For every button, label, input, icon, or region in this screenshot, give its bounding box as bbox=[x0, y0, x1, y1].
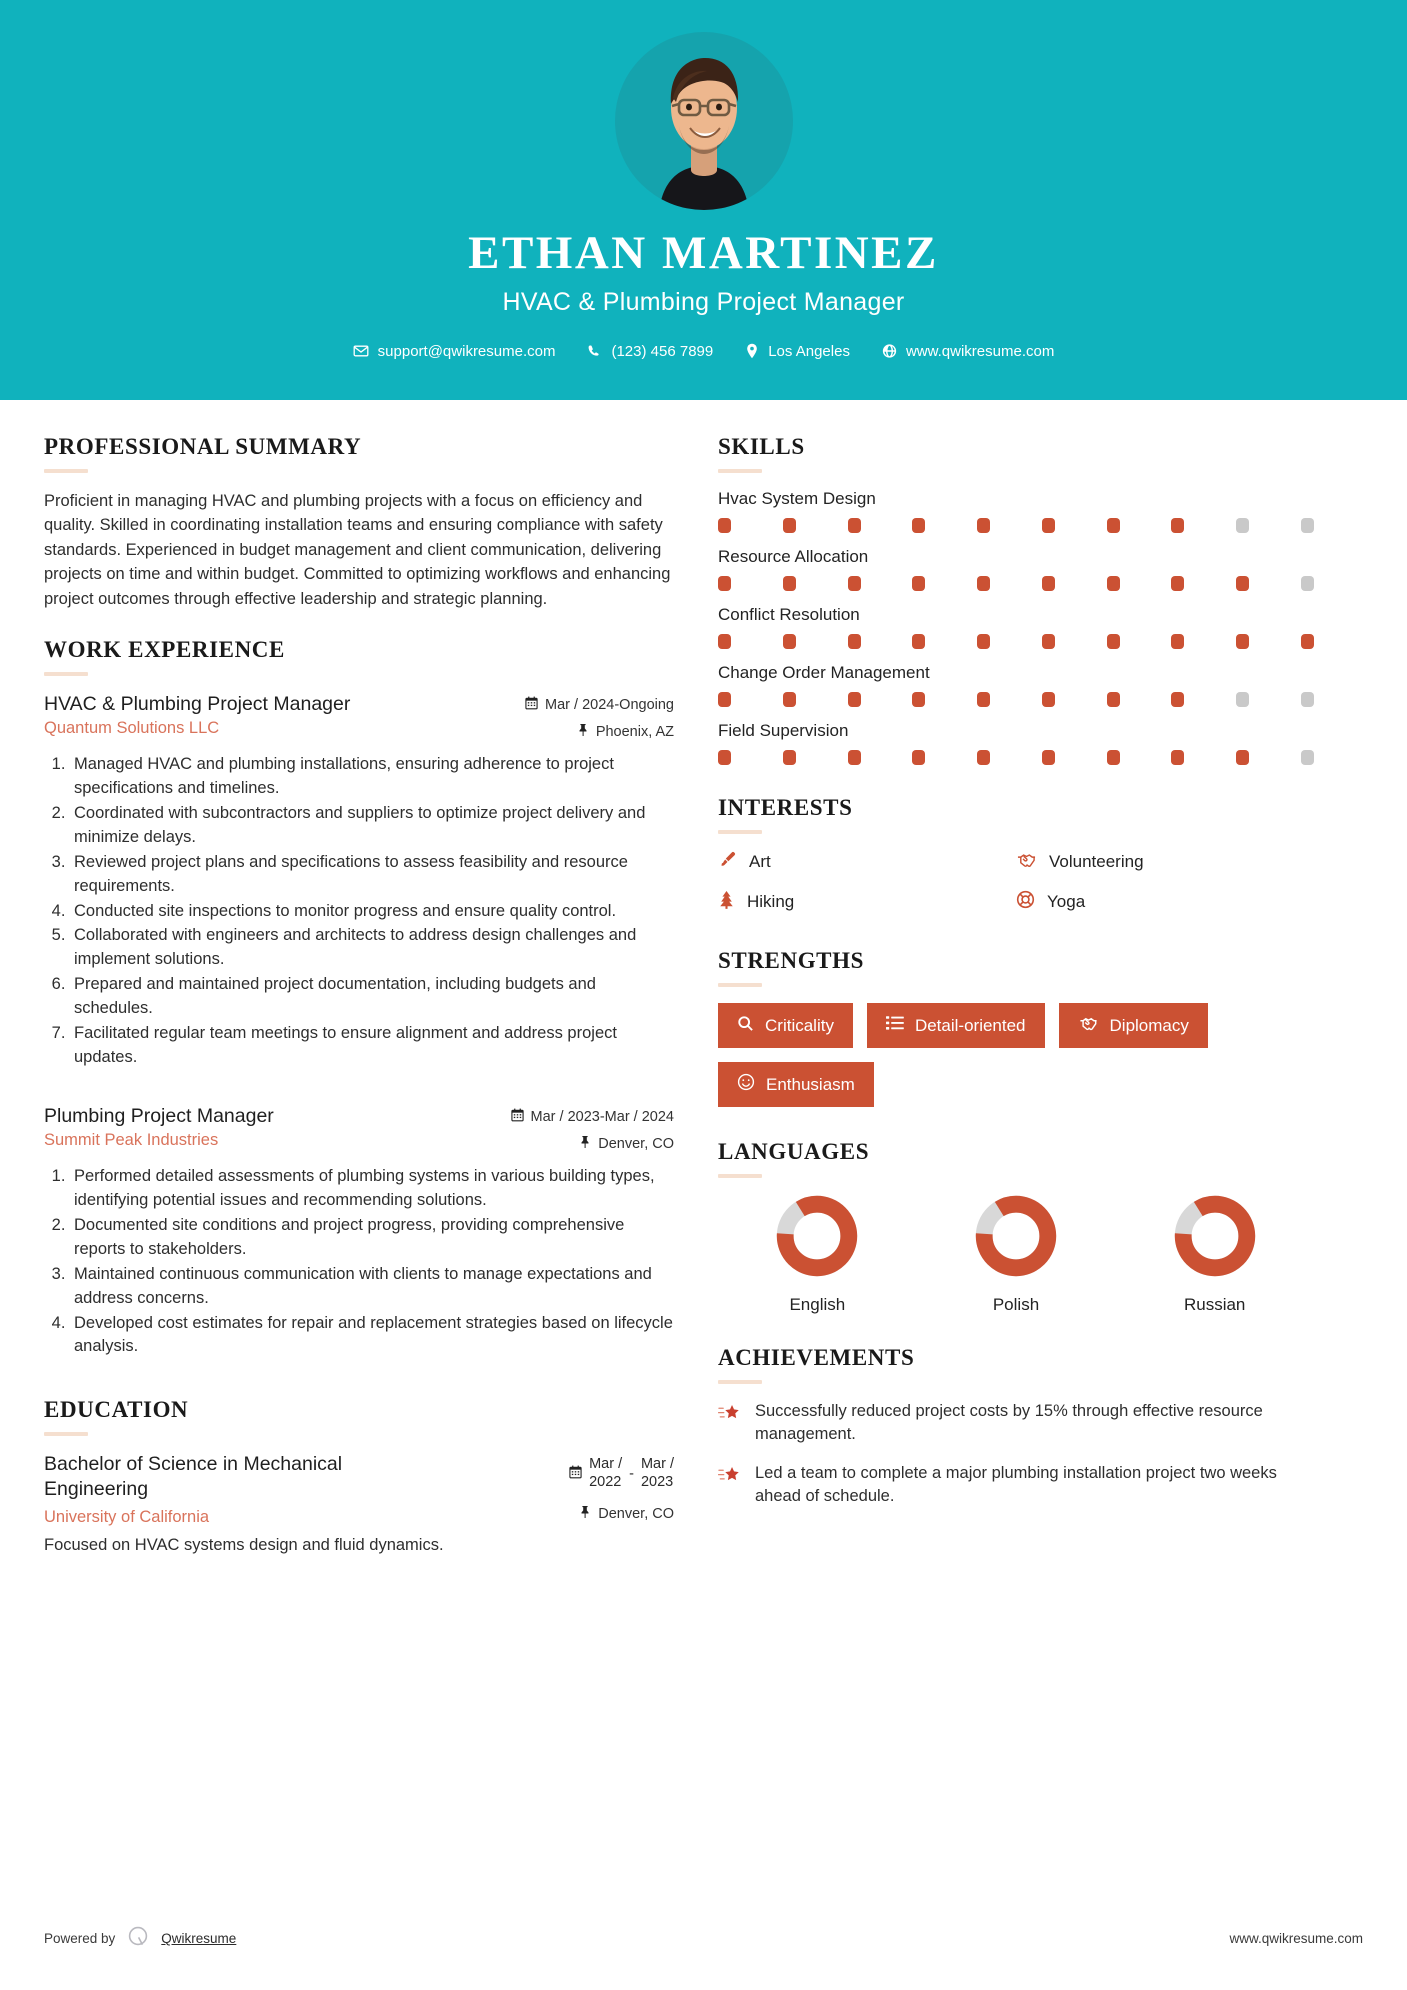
work-bullet: 3. Reviewed project plans and specifications to assess feasibility and resource requirements. bbox=[70, 851, 674, 899]
work-role: HVAC & Plumbing Project Manager bbox=[44, 693, 351, 716]
education-institution: University of California bbox=[44, 1508, 210, 1527]
skill-dot bbox=[977, 576, 990, 591]
education-location-text: Denver, CO bbox=[598, 1505, 674, 1522]
interest-label: Hiking bbox=[747, 892, 795, 911]
interest-item bbox=[1016, 890, 1314, 914]
section-rule bbox=[718, 469, 762, 473]
skill-rating bbox=[718, 634, 1314, 649]
section-skills bbox=[718, 434, 1314, 765]
education-entry-head bbox=[44, 1452, 674, 1527]
language-label: Polish bbox=[992, 1295, 1040, 1314]
summary-text: Proficient in managing HVAC and plumbing projects with a focus on efficiency and quality. Skilled in coordinating installation teams and ensuring compliance with safety standards. Experienced in budget management and client communication, delivering projects on time and within budget. Committed to optimizing workflows and enhancing project outcomes through effective leadership and strategic planning. bbox=[44, 492, 671, 608]
interest-label: Volunteering bbox=[1049, 852, 1144, 871]
section-heading: LANGUAGES bbox=[718, 1139, 870, 1164]
skill-dot bbox=[783, 518, 796, 533]
skill-dot bbox=[1107, 576, 1120, 591]
skill-dot bbox=[1171, 634, 1184, 649]
avatar bbox=[615, 32, 793, 210]
job-title: HVAC & Plumbing Project Manager bbox=[502, 287, 905, 316]
skill-dot bbox=[848, 518, 861, 533]
section-rule bbox=[718, 1380, 762, 1384]
skill-dot bbox=[912, 750, 925, 765]
education-location bbox=[499, 1505, 674, 1523]
skill-dot bbox=[1042, 750, 1055, 765]
work-bullet: 3. Maintained continuous communication with clients to manage expectations and address concerns. bbox=[70, 1263, 674, 1311]
calendar-icon bbox=[525, 696, 538, 714]
skill-dot bbox=[718, 634, 731, 649]
magnifier-icon bbox=[737, 1015, 754, 1037]
language-donut bbox=[775, 1194, 859, 1278]
achievement-text: Successfully reduced project costs by 15% through effective resource management. bbox=[755, 1402, 1263, 1444]
education-date-start-year: 2022 bbox=[589, 1473, 622, 1490]
work-dates-text: Mar / 2023-Mar / 2024 bbox=[530, 1109, 674, 1126]
work-location bbox=[499, 1135, 674, 1153]
contact-location bbox=[729, 343, 866, 360]
education-meta bbox=[499, 1452, 674, 1522]
section-rule bbox=[718, 830, 762, 834]
section-heading: WORK EXPERIENCE bbox=[44, 637, 285, 663]
work-entry-head bbox=[44, 1104, 674, 1153]
skill-dot bbox=[1236, 634, 1249, 649]
language-label: Russian bbox=[1183, 1295, 1246, 1314]
section-heading: ACHIEVEMENTS bbox=[718, 1345, 915, 1370]
section-rule bbox=[44, 469, 88, 473]
skill-dot bbox=[977, 634, 990, 649]
tree-icon bbox=[718, 890, 735, 914]
language-list bbox=[718, 1194, 1314, 1315]
language-item bbox=[1115, 1194, 1314, 1315]
skill-dot bbox=[783, 750, 796, 765]
skill-item bbox=[718, 663, 1314, 707]
skill-dot bbox=[783, 576, 796, 591]
work-bullet: 1. Performed detailed assessments of plumbing systems in various building types, identifying potential issues and recommending solutions. bbox=[70, 1165, 674, 1213]
skill-dot bbox=[1171, 750, 1184, 765]
footer-brand-link[interactable]: Qwikresume bbox=[161, 1931, 237, 1946]
strength-label: Enthusiasm bbox=[766, 1074, 855, 1094]
work-entry bbox=[44, 692, 674, 1070]
star-icon bbox=[718, 1465, 742, 1492]
work-bullet: 4. Developed cost estimates for repair and replacement strategies based on lifecycle analysis. bbox=[70, 1312, 674, 1360]
interest-label: Art bbox=[749, 852, 771, 871]
contact-email[interactable] bbox=[337, 343, 572, 360]
skill-dot bbox=[848, 692, 861, 707]
section-rule bbox=[718, 983, 762, 987]
skill-label: Change Order Management bbox=[718, 663, 930, 682]
skill-label: Conflict Resolution bbox=[718, 605, 860, 624]
footer-powered-by-text: Powered by bbox=[44, 1931, 116, 1946]
interest-grid bbox=[718, 850, 1314, 914]
skill-item bbox=[718, 605, 1314, 649]
section-heading: SKILLS bbox=[718, 434, 805, 459]
skill-dot bbox=[1301, 692, 1314, 707]
section-languages bbox=[718, 1139, 1314, 1315]
skill-item bbox=[718, 489, 1314, 533]
skill-dot bbox=[977, 518, 990, 533]
skill-dot bbox=[1107, 692, 1120, 707]
skill-dot bbox=[1301, 750, 1314, 765]
education-date-start-month: Mar / bbox=[589, 1456, 623, 1473]
footer-website[interactable]: www.qwikresume.com bbox=[1229, 1931, 1363, 1946]
work-bullet: 2. Coordinated with subcontractors and suppliers to optimize project delivery and minimize delays. bbox=[70, 802, 674, 850]
work-entry-titles bbox=[44, 692, 350, 738]
work-bullet: 6. Prepared and maintained project documentation, including budgets and schedules. bbox=[70, 973, 674, 1021]
education-date-end bbox=[641, 1456, 674, 1490]
skill-dot bbox=[1171, 692, 1184, 707]
work-location-text: Denver, CO bbox=[598, 1136, 674, 1153]
education-entry bbox=[44, 1452, 674, 1555]
footer bbox=[0, 1925, 1407, 1952]
skill-dot bbox=[783, 692, 796, 707]
skill-dot bbox=[848, 634, 861, 649]
section-rule bbox=[44, 672, 88, 676]
skill-item bbox=[718, 721, 1314, 765]
right-column bbox=[718, 434, 1314, 1581]
skill-dot bbox=[1107, 750, 1120, 765]
work-organization: Summit Peak Industries bbox=[44, 1131, 219, 1150]
education-degree: Bachelor of Science in Mechanical Engineering bbox=[44, 1453, 343, 1500]
contact-website-text: www.qwikresume.com bbox=[905, 342, 1055, 360]
globe-icon bbox=[882, 343, 897, 359]
strength-badge-criticality bbox=[718, 1003, 853, 1048]
skill-dot bbox=[718, 750, 731, 765]
language-donut bbox=[974, 1194, 1058, 1278]
work-bullet: 4. Conducted site inspections to monitor progress and ensure quality control. bbox=[70, 900, 674, 924]
section-heading: PROFESSIONAL SUMMARY bbox=[44, 434, 362, 459]
strength-label: Criticality bbox=[765, 1015, 834, 1035]
avatar-photo bbox=[629, 40, 779, 210]
skill-dot bbox=[718, 692, 731, 707]
section-interests bbox=[718, 795, 1314, 914]
skill-dot bbox=[977, 692, 990, 707]
skill-rating bbox=[718, 750, 1314, 765]
education-date-end-month: Mar / bbox=[640, 1456, 674, 1473]
skill-dot bbox=[1301, 634, 1314, 649]
section-heading: STRENGTHS bbox=[718, 948, 865, 973]
contact-row bbox=[0, 343, 1407, 360]
paintbrush-icon bbox=[718, 850, 737, 874]
skill-rating bbox=[718, 692, 1314, 707]
interest-label: Yoga bbox=[1047, 892, 1086, 911]
skill-dot bbox=[1042, 692, 1055, 707]
work-bullet: 7. Facilitated regular team meetings to ensure alignment and address project updates. bbox=[70, 1022, 674, 1070]
skill-dot bbox=[783, 634, 796, 649]
calendar-icon bbox=[511, 1108, 524, 1126]
skill-dot bbox=[1107, 518, 1120, 533]
calendar-icon bbox=[569, 1465, 582, 1483]
work-dates bbox=[499, 1108, 674, 1126]
skill-rating bbox=[718, 518, 1314, 533]
work-entry-head bbox=[44, 692, 674, 741]
skill-rating bbox=[718, 576, 1314, 591]
qwikresume-logo-icon bbox=[126, 1925, 150, 1952]
section-work-experience bbox=[44, 637, 674, 1359]
work-entry-titles bbox=[44, 1104, 274, 1150]
contact-email-text: support@qwikresume.com bbox=[377, 342, 556, 360]
handshake-icon bbox=[1016, 850, 1037, 874]
skill-label: Field Supervision bbox=[718, 721, 849, 740]
skill-dot bbox=[912, 692, 925, 707]
resume-header bbox=[0, 0, 1407, 400]
contact-website[interactable] bbox=[866, 343, 1070, 360]
work-bullets bbox=[44, 1165, 674, 1359]
skill-dot bbox=[912, 518, 925, 533]
section-rule bbox=[718, 1174, 762, 1178]
achievement-item bbox=[718, 1400, 1314, 1447]
work-entry bbox=[44, 1104, 674, 1359]
strength-label: Diplomacy bbox=[1109, 1015, 1189, 1035]
work-meta bbox=[499, 1104, 674, 1153]
achievement-text: Led a team to complete a major plumbing installation project two weeks ahead of schedule. bbox=[755, 1463, 1277, 1506]
skill-dot bbox=[1301, 576, 1314, 591]
section-rule bbox=[44, 1432, 88, 1436]
section-strengths bbox=[718, 948, 1314, 1107]
skill-dot bbox=[1042, 634, 1055, 649]
work-bullet: 2. Documented site conditions and project progress, providing comprehensive reports to stakeholders. bbox=[70, 1214, 674, 1262]
education-date-end-year: 2023 bbox=[640, 1473, 674, 1490]
section-heading: EDUCATION bbox=[44, 1397, 189, 1423]
skill-dot bbox=[848, 576, 861, 591]
work-dates-text: Mar / 2024-Ongoing bbox=[545, 697, 674, 714]
work-meta bbox=[499, 692, 674, 741]
section-professional-summary bbox=[44, 434, 674, 611]
skill-dot bbox=[1042, 518, 1055, 533]
education-date-separator: - bbox=[629, 1465, 634, 1482]
contact-location-text: Los Angeles bbox=[768, 342, 850, 360]
section-heading: INTERESTS bbox=[718, 795, 853, 820]
work-organization: Quantum Solutions LLC bbox=[44, 719, 220, 738]
language-item bbox=[718, 1194, 917, 1315]
strength-list bbox=[718, 1003, 1314, 1107]
work-bullet: 5. Collaborated with engineers and architects to address design challenges and implement solutions. bbox=[70, 924, 674, 972]
skill-dot bbox=[1042, 576, 1055, 591]
skill-dot bbox=[1107, 634, 1120, 649]
strength-badge-diplomacy bbox=[1059, 1003, 1208, 1048]
section-achievements bbox=[718, 1345, 1314, 1509]
skill-dot bbox=[718, 576, 731, 591]
skill-dot bbox=[977, 750, 990, 765]
work-bullet: 1. Managed HVAC and plumbing installations, ensuring adherence to project specifications and timelines. bbox=[70, 753, 674, 801]
language-label: English bbox=[789, 1295, 846, 1314]
list-icon bbox=[886, 1015, 904, 1036]
skill-dot bbox=[1236, 750, 1249, 765]
phone-icon bbox=[587, 344, 602, 359]
strength-badge-detail-oriented bbox=[867, 1003, 1045, 1048]
language-item bbox=[917, 1194, 1116, 1315]
left-column bbox=[44, 434, 674, 1581]
work-location bbox=[499, 723, 674, 741]
skill-dot bbox=[912, 576, 925, 591]
star-icon bbox=[718, 1403, 742, 1430]
skill-dot bbox=[848, 750, 861, 765]
education-dates bbox=[499, 1456, 674, 1490]
skill-item bbox=[718, 547, 1314, 591]
work-dates bbox=[499, 696, 674, 714]
skill-dot bbox=[718, 518, 731, 533]
skill-dot bbox=[1236, 518, 1249, 533]
education-date-start bbox=[589, 1456, 622, 1490]
interest-item bbox=[718, 890, 1016, 914]
interest-item bbox=[1016, 850, 1314, 874]
achievement-item bbox=[718, 1462, 1314, 1509]
envelope-icon bbox=[353, 343, 369, 359]
skill-dot bbox=[1171, 518, 1184, 533]
skill-dot bbox=[1236, 692, 1249, 707]
strength-badge-enthusiasm bbox=[718, 1062, 874, 1107]
skill-dot bbox=[1236, 576, 1249, 591]
pushpin-icon bbox=[579, 1135, 591, 1153]
handshake-icon bbox=[1078, 1014, 1099, 1037]
skill-dot bbox=[1301, 518, 1314, 533]
contact-phone[interactable] bbox=[571, 343, 729, 360]
resume-body bbox=[0, 400, 1407, 1581]
strength-label: Detail-oriented bbox=[914, 1015, 1026, 1035]
education-entry-titles bbox=[44, 1452, 444, 1527]
contact-phone-text: (123) 456 7899 bbox=[611, 342, 714, 360]
skill-label: Resource Allocation bbox=[718, 547, 869, 566]
pushpin-icon bbox=[579, 1505, 591, 1523]
education-note: Focused on HVAC systems design and fluid dynamics. bbox=[44, 1536, 444, 1555]
pushpin-icon bbox=[577, 723, 589, 741]
work-role: Plumbing Project Manager bbox=[44, 1105, 274, 1128]
map-pin-icon bbox=[745, 343, 759, 359]
lifebuoy-icon bbox=[1016, 890, 1035, 914]
smiley-icon bbox=[737, 1073, 755, 1096]
interest-item bbox=[718, 850, 1016, 874]
section-education bbox=[44, 1397, 674, 1555]
footer-powered-by bbox=[44, 1925, 236, 1952]
work-bullets bbox=[44, 753, 674, 1070]
language-donut bbox=[1173, 1194, 1257, 1278]
skill-dot bbox=[1171, 576, 1184, 591]
page-title: ETHAN MARTINEZ bbox=[468, 227, 939, 279]
work-location-text: Phoenix, AZ bbox=[595, 724, 674, 741]
skill-label: Hvac System Design bbox=[718, 489, 876, 508]
skill-dot bbox=[912, 634, 925, 649]
